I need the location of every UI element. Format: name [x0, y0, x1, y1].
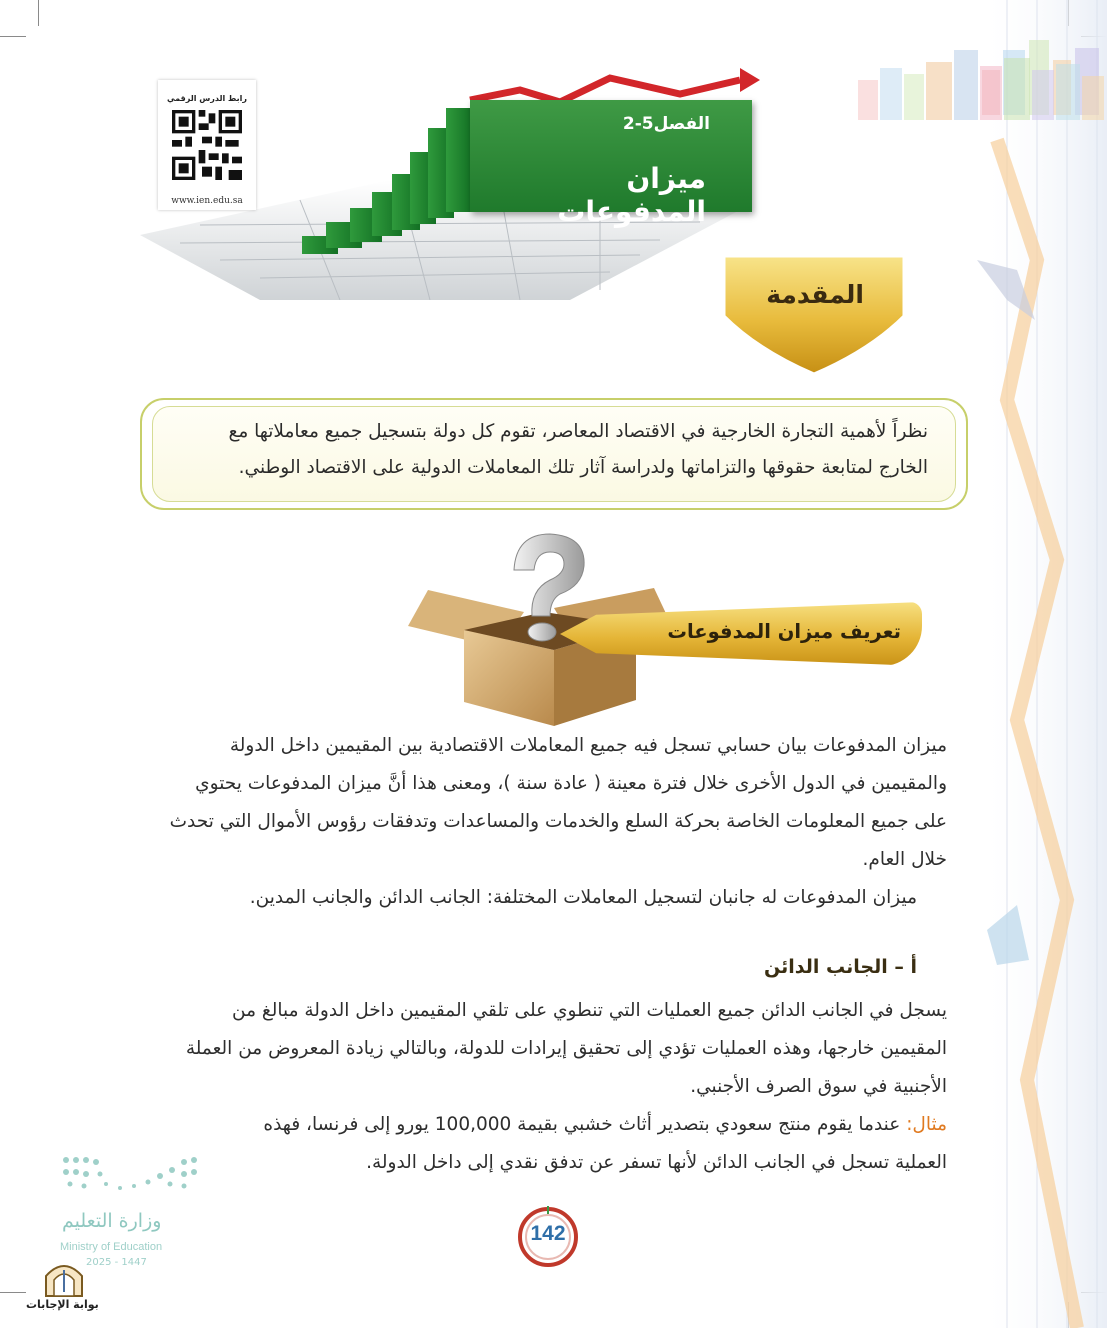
crop-mark — [38, 0, 39, 26]
definition-line-3: على جميع المعلومات الخاصة بحركة السلع والخدمات والمساعدات وتدفقات رؤوس الأموال التي تحدث — [169, 811, 947, 832]
qr-caption: رابط الدرس الرقمي — [167, 94, 247, 103]
example-label: مثال: — [906, 1114, 947, 1135]
definition-line-2: والمقيمين في الدول الأخرى خلال فترة معينة ( عادة سنة )، ومعنى هذا أنَّ ميزان المدفوعات يحتوي — [195, 773, 947, 794]
skyline-illustration — [858, 40, 1107, 120]
credit-line-1: يسجل في الجانب الدائن جميع العمليات التي تنطوي على تلقي المقيمين داخل الدولة مبالغ من — [232, 1000, 947, 1021]
intro-shield — [720, 250, 908, 378]
intro-line-2: الخارج لمتابعة حقوقها والتزاماتها ولدراسة آثار تلك المعاملات الدولية على الاقتصاد الوطني. — [238, 457, 928, 478]
intro-box — [140, 398, 968, 510]
edition-year: 2025 - 1447 — [86, 1257, 147, 1268]
definition-line-4: خلال العام. — [862, 849, 947, 870]
decorative-side-strip — [977, 0, 1107, 1328]
chapter-title: ميزان المدفوعات — [557, 162, 706, 228]
crop-mark — [0, 1292, 26, 1293]
crop-mark — [0, 36, 26, 37]
qr-code-icon — [172, 110, 242, 180]
intro-line-1: نظراً لأهمية التجارة الخارجية في الاقتصاد المعاصر، تقوم كل دولة بتسجيل جميع معاملاتها مع — [228, 421, 928, 442]
qr-code-card[interactable] — [158, 80, 256, 210]
credit-line-3: الأجنبية في سوق الصرف الأجنبي. — [690, 1076, 947, 1097]
chapter-banner — [470, 100, 752, 228]
chapter-label: الفصل5-2 — [622, 114, 710, 134]
definition-paragraph — [157, 727, 947, 917]
credit-side-paragraph — [157, 992, 947, 1182]
intro-text — [176, 414, 928, 486]
ministry-name-english: Ministry of Education — [60, 1241, 163, 1253]
page-number: 142 — [530, 1222, 566, 1245]
qr-url[interactable]: www.ien.edu.sa — [171, 196, 243, 206]
portal-logo-icon — [42, 1256, 86, 1298]
ministry-dots-logo — [60, 1152, 200, 1200]
definition-line-1: ميزان المدفوعات بيان حسابي تسجل فيه جميع المعاملات الاقتصادية بين المقيمين داخل الدولة — [229, 735, 947, 756]
intro-heading: المقدمة — [766, 280, 864, 309]
definition-heading: تعريف ميزان المدفوعات — [667, 620, 901, 643]
credit-side-heading: أ – الجانب الدائن — [764, 956, 917, 978]
example-text-1: عندما يقوم منتج سعودي بتصدير أثاث خشبي بقيمة 100,000 يورو إلى فرنسا، فهذه — [263, 1114, 901, 1135]
example-line-1 — [157, 1106, 947, 1144]
portal-watermark-text: بوابة الإجابات — [26, 1298, 99, 1311]
ministry-name-arabic: وزارة التعليم — [62, 1210, 162, 1232]
credit-line-2: المقيمين خارجها، وهذه العمليات تؤدي إلى تحقيق إيرادات للدولة، وبالتالي زيادة المعروض من العملة — [185, 1038, 947, 1059]
example-line-2: العملية تسجل في الجانب الدائن لأنها تسفر عن تدفق نقدي إلى داخل الدولة. — [366, 1152, 947, 1173]
definition-line-5: ميزان المدفوعات له جانبان لتسجيل المعاملات المختلفة: الجانب الدائن والجانب المدين. — [249, 887, 917, 908]
